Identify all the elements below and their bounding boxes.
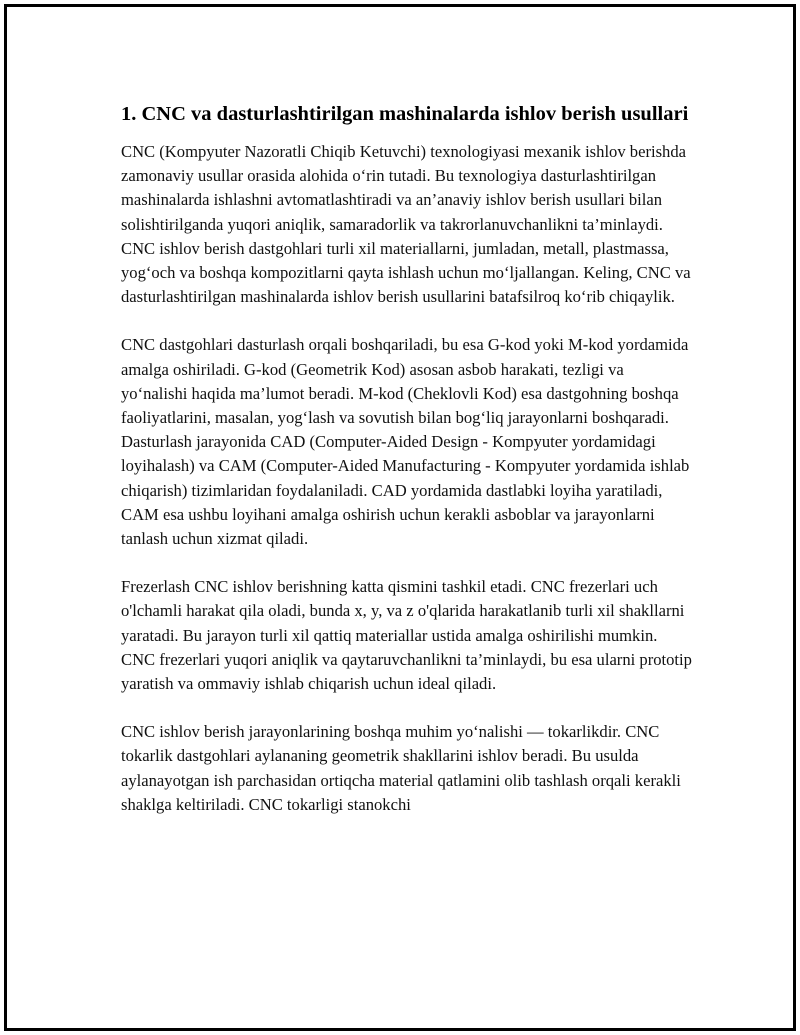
section-heading: 1. CNC va dasturlashtirilgan mashinalarda ishlov berish usullari — [121, 103, 689, 125]
paragraph-turning: CNC ishlov berish jarayonlarining boshqa muhim yo‘nalishi — tokarlikdir. CNC tokarlik dastgohlari aylananing geometrik shakllarini ishlov beradi. Bu usulda aylanayotgan ish parchasidan ortiqcha material qatlamini olib tashlash orqali kerakli shaklga keltiriladi. CNC tokarligi stanokchi — [121, 722, 681, 814]
paragraph-intro: CNC (Kompyuter Nazoratli Chiqib Ketuvchi) texnologiyasi mexanik ishlov berishda zamonaviy usullar orasida alohida o‘rin tutadi. Bu texnologiya dasturlashtirilgan mashinalarda ishlashni avtomatlashtiradi va an’anaviy ishlov berish usullari bilan solishtirilganda yuqori aniqlik, samaradorlik va takrorlanuvchanlikni ta’minlaydi. CNC ishlov berish dastgohlari turli xil materiallarni, jumladan, metall, plastmassa, yog‘och va boshqa kompozitlarni qayta ishlash uchun mo‘ljallangan. Keling, CNC va dasturlashtirilgan mashinalarda ishlov berish usullarini batafsilroq ko‘rib chiqaylik. — [121, 142, 691, 307]
paragraph-milling: Frezerlash CNC ishlov berishning katta qismini tashkil etadi. CNC frezerlari uch o'lchamli harakat qila oladi, bunda x, y, va z o'qlarida harakatlanib turli xil shakllarni yaratadi. Bu jarayon turli xil qattiq materiallar ustida amalga oshirilishi mumkin. CNC frezerlari yuqori aniqlik va qaytaruvchanlikni ta’minlaydi, bu esa ularni prototip yaratish va ommaviy ishlab chiqarish uchun ideal qiladi. — [121, 577, 692, 694]
document-page — [4, 4, 796, 1031]
document-body — [121, 101, 693, 841]
paragraph-programming: CNC dastgohlari dasturlash orqali boshqariladi, bu esa G-kod yoki M-kod yordamida amalga oshiriladi. G-kod (Geometrik Kod) asosan asbob harakati, tezligi va yo‘nalishi haqida ma’lumot beradi. M-kod (Cheklovli Kod) esa dastgohning boshqa faoliyatlarini, masalan, yog‘lash va sovutish bilan bog‘liq jarayonlarni boshqaradi. Dasturlash jarayonida CAD (Computer-Aided Design - Kompyuter yordamidagi loyihalash) va CAM (Computer-Aided Manufacturing - Kompyuter yordamida ishlab chiqarish) tizimlaridan foydalaniladi. CAD yordamida dastlabki loyiha yaratiladi, CAM esa ushbu loyihani amalga oshirish uchun kerakli asboblar va jarayonlarni tanlash uchun xizmat qiladi. — [121, 335, 690, 549]
